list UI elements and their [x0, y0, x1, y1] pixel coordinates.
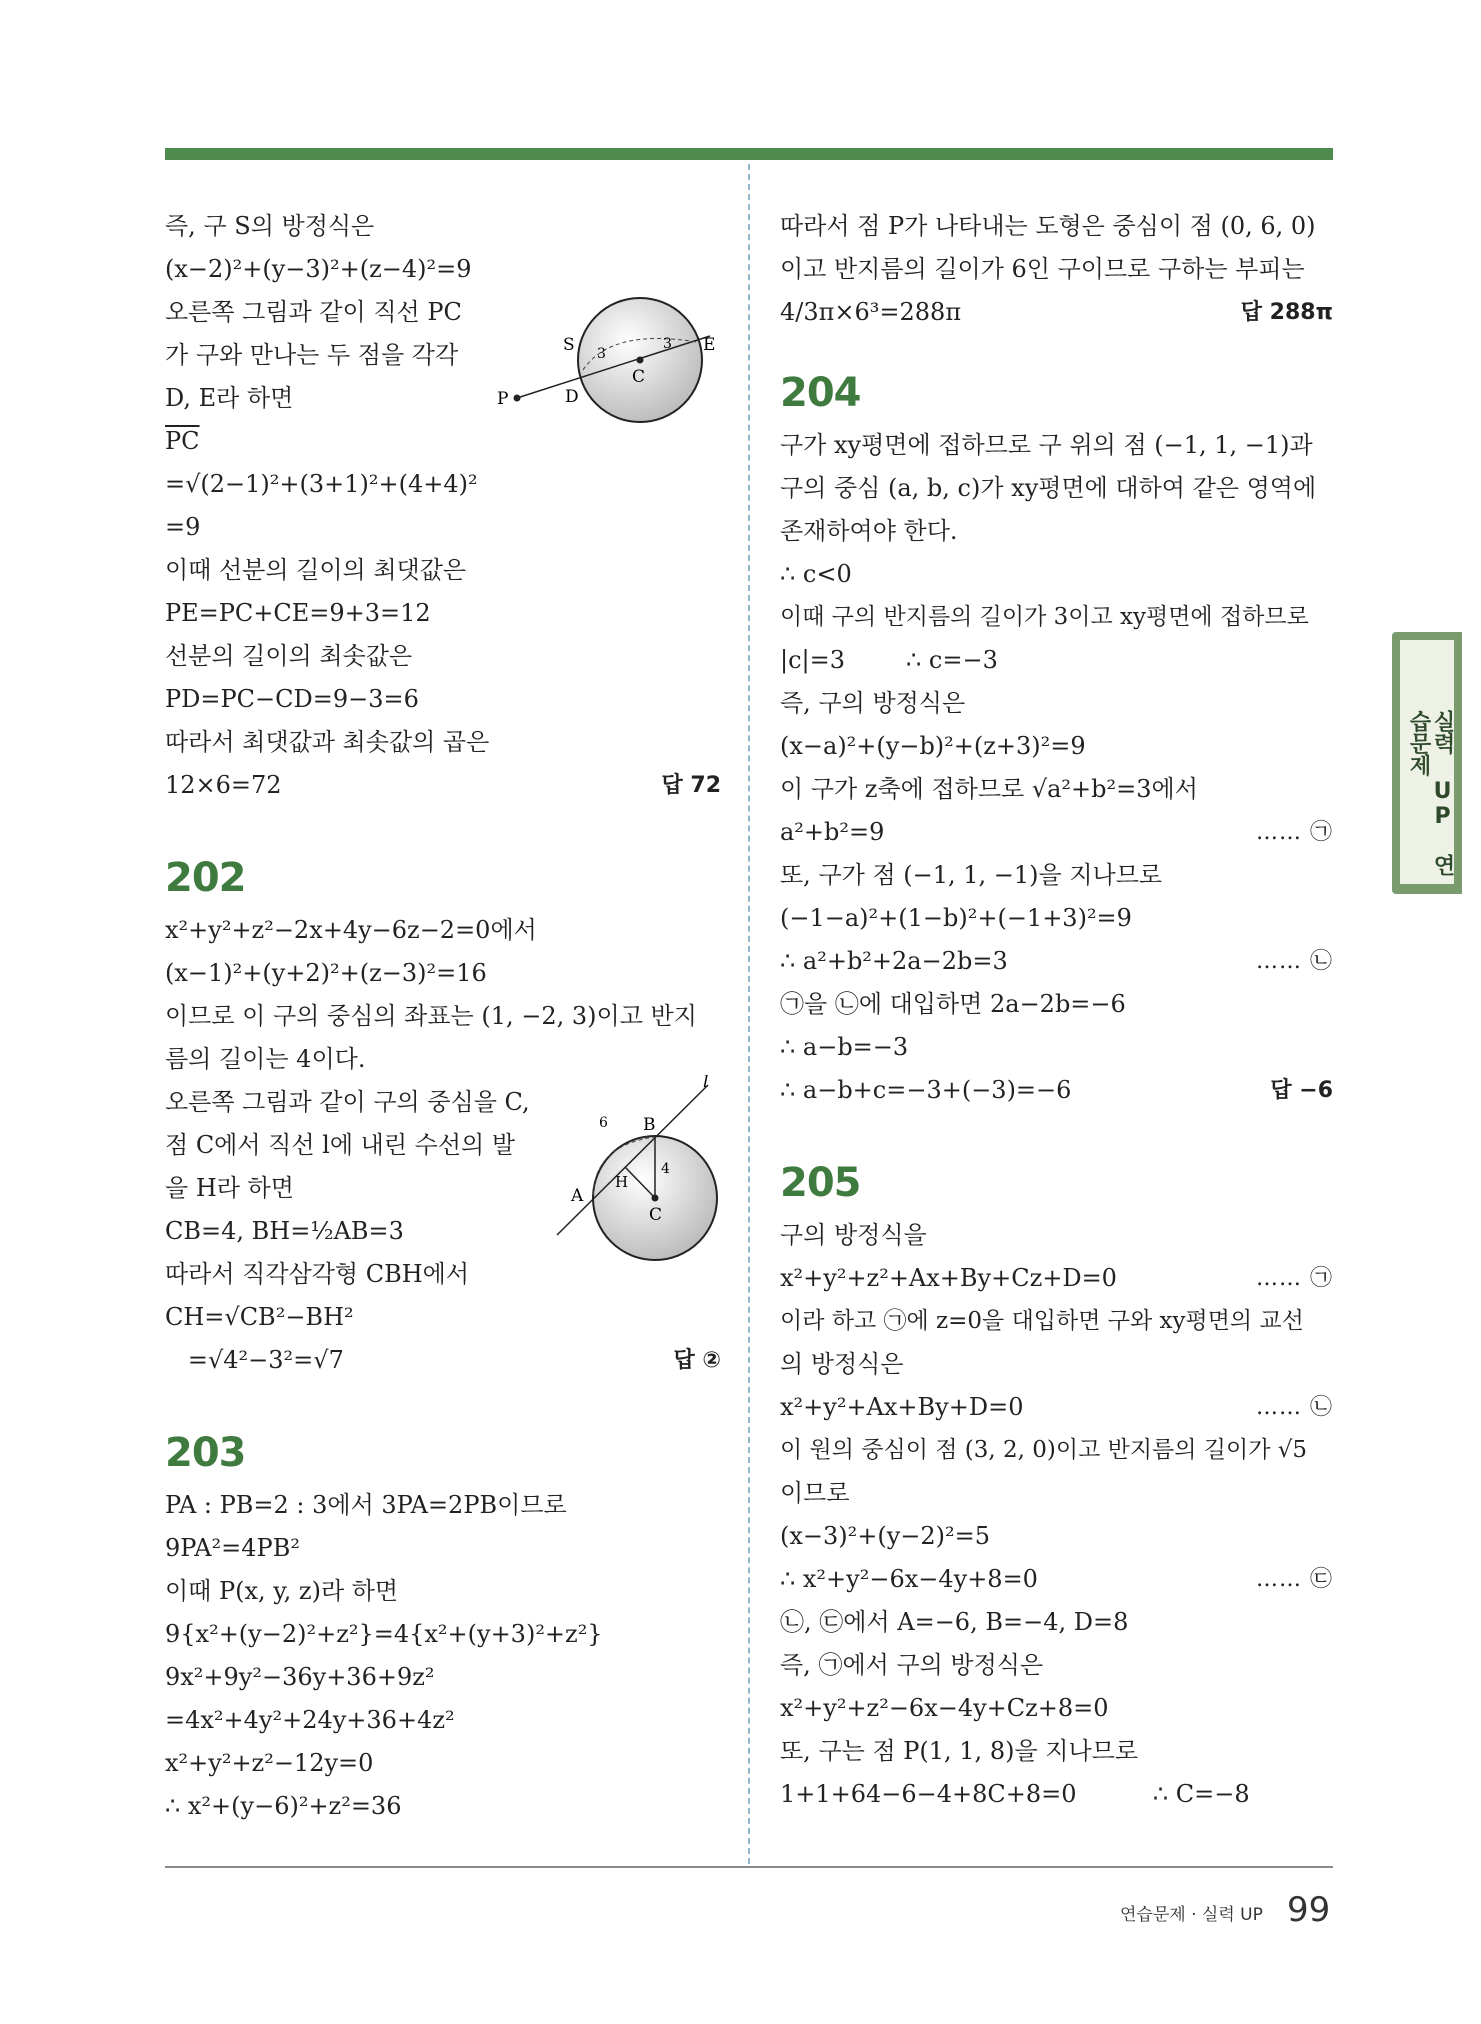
equation-text: x²+y²+Ax+By+D=0 [780, 1393, 1024, 1421]
text-line: 이므로 이 구의 중심의 좌표는 (1, −2, 3)이고 반지 [165, 1002, 697, 1030]
equation-line [165, 1339, 721, 1382]
point-c [652, 1195, 659, 1202]
label-radius-1: 3 [597, 346, 606, 362]
text-line: 즉, 구 S의 방정식은 [165, 212, 375, 240]
equation-line: CH=√CB²−BH² [165, 1303, 354, 1331]
equation-line: (x−2)²+(y−3)²+(z−4)²=9 [165, 255, 472, 283]
equation-text: 12×6=72 [165, 771, 282, 799]
equation-line: 9x²+9y²−36y+36+9z² [165, 1663, 435, 1691]
equation-line [780, 1558, 1333, 1601]
equation-line: 1+1+64−6−4+8C+8=0 ∴ C=−8 [780, 1780, 1250, 1808]
segment-line: $\overline{PC}$ [165, 427, 200, 455]
equation-line: PE=PC+CE=9+3=12 [165, 599, 431, 627]
equation-line: x²+y²+z²−12y=0 [165, 1749, 374, 1777]
label-four: 4 [661, 1161, 670, 1177]
equation-tag: …… ㉠ [1256, 1266, 1333, 1291]
equation-line: ∴ a−b=−3 [780, 1033, 909, 1061]
text-line: 오른쪽 그림과 같이 직선 PC [165, 298, 462, 326]
text-line: D, E라 하면 [165, 384, 294, 412]
equation-line: =9 [165, 513, 201, 541]
answer-label: 답 72 [661, 773, 721, 798]
text-line: 또, 구가 점 (−1, 1, −1)을 지나므로 [780, 861, 1163, 889]
label-l: l [703, 1075, 709, 1092]
footer-section-label: 연습문제 · 실력 UP [1120, 1905, 1263, 1925]
equation-line [780, 1069, 1333, 1112]
point-c [637, 357, 644, 364]
equation-text: a²+b²=9 [780, 818, 885, 846]
text-line: 즉, ㉠에서 구의 방정식은 [780, 1651, 1044, 1679]
text-line: 을 H라 하면 [165, 1174, 294, 1202]
side-tab-inner [1400, 640, 1454, 884]
text-line: 이고 반지름의 길이가 6인 구이므로 구하는 부피는 [780, 255, 1305, 283]
right-column [780, 205, 1333, 1816]
equation-text: ∴ a²+b²+2a−2b=3 [780, 947, 1008, 975]
equation-line: PD=PC−CD=9−3=6 [165, 685, 419, 713]
equation-line: x²+y²+z²−6x−4y+Cz+8=0 [780, 1694, 1109, 1722]
equation-line: ∴ c<0 [780, 560, 852, 588]
text-line: 이때 선분의 길이의 최댓값은 [165, 556, 467, 584]
footer-rule [165, 1866, 1333, 1868]
text-line: 따라서 점 P가 나타내는 도형은 중심이 점 (0, 6, 0) [780, 212, 1316, 240]
header-rule [165, 148, 1333, 160]
label-radius-2: 3 [663, 336, 672, 352]
text-line: 선분의 길이의 최솟값은 [165, 642, 413, 670]
text-line: 점 C에서 직선 l에 내린 수선의 발 [165, 1131, 516, 1159]
equation-text: ∴ a−b+c=−3+(−3)=−6 [780, 1076, 1072, 1104]
answer-label: 답 288π [1240, 300, 1333, 325]
text-line: 구의 방정식을 [780, 1221, 927, 1249]
label-b: B [643, 1115, 656, 1135]
answer-label: 답 ② [673, 1348, 721, 1373]
text-line: 이 원의 중심이 점 (3, 2, 0)이고 반지름의 길이가 √5 [780, 1437, 1308, 1463]
equation-tag: …… ㉡ [1256, 1395, 1333, 1420]
equation-line [780, 1257, 1333, 1300]
text-line: 이때 P(x, y, z)라 하면 [165, 1577, 399, 1605]
label-h: H [615, 1173, 629, 1191]
equation-line: ㉡, ㉢에서 A=−6, B=−4, D=8 [780, 1608, 1129, 1636]
equation-line: (x−1)²+(y+2)²+(z−3)²=16 [165, 959, 487, 987]
text-line: ㉠을 ㉡에 대입하면 2a−2b=−6 [780, 990, 1126, 1018]
equation-line: (x−a)²+(y−b)²+(z+3)²=9 [780, 732, 1086, 760]
point-p [514, 395, 521, 402]
problem-number-205: 205 [780, 1160, 861, 1206]
text-line: 따라서 최댓값과 최솟값의 곱은 [165, 728, 490, 756]
equation-line: =4x²+4y²+24y+36+4z² [165, 1706, 455, 1734]
label-e: E [703, 335, 716, 355]
chapter-side-tab [1392, 632, 1462, 894]
problem-number-203: 203 [165, 1430, 246, 1476]
equation-line: CB=4, BH=½AB=3 [165, 1217, 404, 1245]
label-s: S [563, 335, 575, 355]
label-d: D [565, 387, 579, 407]
text-line: 이므로 [780, 1479, 850, 1507]
left-column [165, 205, 721, 1828]
equation-line [780, 1386, 1333, 1429]
equation-line [780, 811, 1333, 854]
label-a: A [571, 1186, 584, 1206]
equation-line: |c|=3 ∴ c=−3 [780, 646, 998, 674]
equation-text: ∴ x²+y²−6x−4y+8=0 [780, 1565, 1038, 1593]
equation-tag: …… ㉢ [1256, 1567, 1333, 1592]
text-line: 존재하여야 한다. [780, 517, 958, 545]
equation-line: 9{x²+(y−2)²+z²}=4{x²+(y+3)²+z²} [165, 1620, 603, 1648]
problem-number-204: 204 [780, 370, 861, 416]
label-p: P [497, 389, 509, 409]
label-c: C [632, 367, 646, 387]
column-divider [748, 164, 750, 1864]
page-number: 99 [1287, 1890, 1331, 1930]
equation-line: =√(2−1)²+(3+1)²+(4+4)² [165, 470, 478, 498]
text-line: 가 구와 만나는 두 점을 각각 [165, 341, 459, 369]
equation-line [780, 940, 1333, 983]
equation-line [780, 291, 1333, 334]
equation-line: x²+y²+z²−2x+4y−6z−2=0에서 [165, 916, 537, 944]
side-tab-label: 실력 UP 연습문제 [1406, 710, 1455, 876]
problem-number-202: 202 [165, 855, 246, 901]
text-line: 따라서 직각삼각형 CBH에서 [165, 1260, 470, 1288]
text-line: 이 구가 z축에 접하므로 √a²+b²=3에서 [780, 775, 1198, 803]
sphere-figure-2 [555, 1075, 725, 1275]
label-c: C [649, 1205, 663, 1225]
equation-line: (−1−a)²+(1−b)²+(−1+3)²=9 [780, 904, 1132, 932]
equation-line: PA : PB=2 : 3에서 3PA=2PB이므로 [165, 1491, 567, 1519]
equation-line: (x−3)²+(y−2)²=5 [780, 1522, 991, 1550]
equation-tag: …… ㉡ [1256, 949, 1333, 974]
text-line: 오른쪽 그림과 같이 구의 중심을 C, [165, 1088, 530, 1116]
answer-label: 답 −6 [1270, 1078, 1333, 1103]
text-line: 이때 구의 반지름의 길이가 3이고 xy평면에 접하므로 [780, 604, 1309, 630]
equation-line: 9PA²=4PB² [165, 1534, 300, 1562]
equation-line [165, 764, 721, 807]
label-six: 6 [599, 1115, 608, 1131]
text-line: 또, 구는 점 P(1, 1, 8)을 지나므로 [780, 1737, 1138, 1765]
text-line: 의 방정식은 [780, 1350, 904, 1378]
text-line: 름의 길이는 4이다. [165, 1045, 366, 1073]
text-line: 이라 하고 ㉠에 z=0을 대입하면 구와 xy평면의 교선 [780, 1308, 1304, 1334]
text-line: 즉, 구의 방정식은 [780, 689, 966, 717]
text-line: 구의 중심 (a, b, c)가 xy평면에 대하여 같은 영역에 [780, 474, 1317, 502]
equation-text: x²+y²+z²+Ax+By+Cz+D=0 [780, 1264, 1117, 1292]
equation-tag: …… ㉠ [1256, 820, 1333, 845]
equation-text: 4/3π×6³=288π [780, 298, 962, 326]
equation-text: =√4²−3²=√7 [165, 1346, 344, 1374]
text-line: 구가 xy평면에 접하므로 구 위의 점 (−1, 1, −1)과 [780, 431, 1313, 459]
sphere-figure-1 [485, 290, 725, 440]
equation-line: ∴ x²+(y−6)²+z²=36 [165, 1792, 402, 1820]
